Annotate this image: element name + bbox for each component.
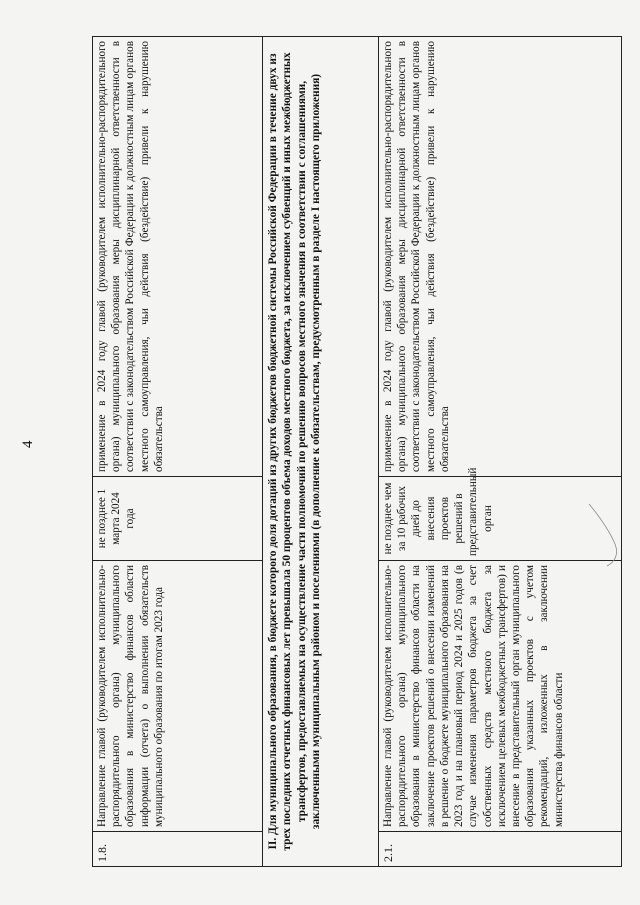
action-cell: Направление главой (руководителем исполнительно-распорядительного органа) муниципального образования в министерство финансов области на заключение проектов решений о внесении изменений в решение о бюджете муниципального образования на 2023 год и на плановый период 2024 и 2025 годов (в случае изменения параметров бюджета за счет собственных средств местного бюджета за исключением целевых межбюджетных трансфертов) и внесение в представительный орган муниципального образования указанных проектов с учетом рекомендаций, изложенных в заключении министерства финансов области xyxy=(379,561,622,832)
deadline-cell: не позднее 1 марта 2024 года xyxy=(93,477,263,561)
table-row-1-8 xyxy=(93,37,263,867)
section-header-row xyxy=(263,37,379,867)
action-cell: Направление главой (руководителем исполнительно-распорядительного органа) муниципального образования в министерство финансов области информации (отчета) о выполнении обязательств муниципального образования по итогам 2023 года xyxy=(93,561,263,832)
consequence-cell: применение в 2024 году главой (руководителем исполнительно-распорядительного органа) муниципального образования меры дисциплинарной ответственности в соответствии с законодательством Российской Федерации к должностным лицам органов местного самоуправления, чьи действия (бездействие) привели к нарушению обязательства xyxy=(93,37,263,477)
rotated-page-content xyxy=(92,36,622,867)
deadline-cell: не позднее чем за 10 рабочих дней до внесения проектов решений в представительный орган xyxy=(379,477,622,561)
obligations-table xyxy=(92,36,622,867)
row-number: 1.8. xyxy=(93,832,263,867)
row-number: 2.1. xyxy=(379,832,622,867)
table-row-2-1 xyxy=(379,37,622,867)
page-number: 4 xyxy=(20,440,36,448)
consequence-cell: применение в 2024 году главой (руководителем исполнительно-распорядительного органа) муниципального образования меры дисциплинарной ответственности в соответствии с законодательством Российской Федерации к должностным лицам органов местного самоуправления, чьи действия (бездействие) привели к нарушению обязательства xyxy=(379,37,622,477)
pen-mark xyxy=(585,500,625,570)
section-title: II. Для муниципального образования, в бюджете которого доля дотаций из других бюджетов бюджетной системы Российской Федерации в течение двух из трех последних отчетных финансовых лет превышала 50 процентов объема доходов местного бюджета, за исключением субвенций и иных межбюджетных трансфертов, предоставляемых на осуществление части полномочий по решению вопросов местного значения в соответствии с соглашениями, заключенными муниципальным районом и поселениями (в дополнение к обязательствам, предусмотренным в разделе I настоящего приложения) xyxy=(263,37,379,867)
